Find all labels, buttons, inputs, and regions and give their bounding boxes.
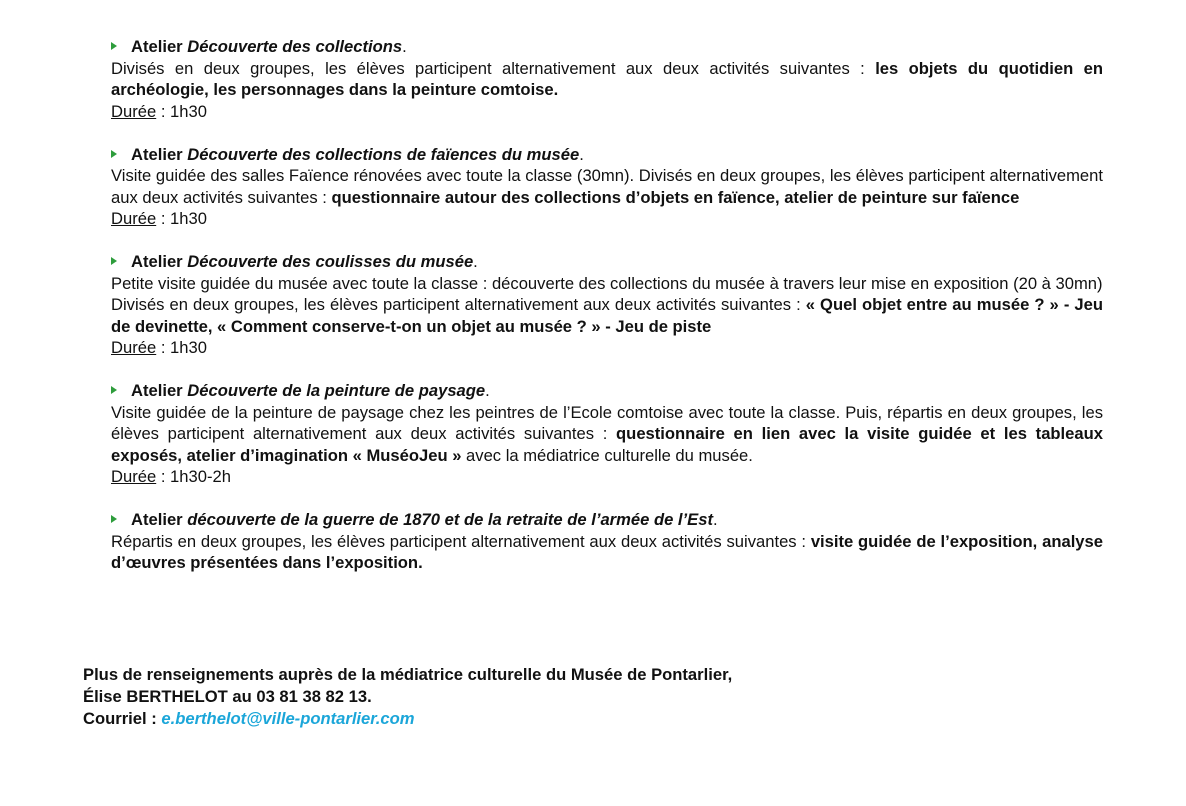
atelier-collections [111,36,1103,122]
desc-after: avec la médiatrice culturelle du musée. [461,445,753,465]
contact-line-2: Élise BERTHELOT au 03 81 38 82 13. [83,687,372,706]
desc-text: Divisés en deux groupes, les élèves participent alternativement aux deux activités suivantes : [111,295,806,314]
title-period: . [485,381,490,400]
atelier-title [111,251,1103,273]
desc-activities: visite guidée de l’exposition, analyse d’œuvres présentées dans l’exposition. [111,531,1103,572]
bullet-arrow-icon [111,150,117,158]
atelier-name: Découverte des coulisses du musée [187,252,474,271]
bullet-arrow-icon [111,257,117,265]
atelier-coulisses [111,251,1103,359]
atelier-prefix: Atelier [131,381,188,400]
title-period: . [579,144,584,164]
desc-activities: questionnaire autour des collections d’objets en faïence, atelier de peinture sur faïence [331,187,1020,207]
contact-line-1: Plus de renseignements auprès de la médiatrice culturelle du Musée de Pontarlier, [83,665,733,684]
atelier-prefix: Atelier [131,510,188,529]
contact-info [83,664,732,730]
courriel-line [83,708,732,730]
desc-activities: questionnaire en lien avec la visite guidée et les tableaux exposés, atelier d’imagination « MuséoJeu » [111,424,1103,465]
desc-text: Visite guidée des salles Faïence rénovées avec toute la classe (30mn). Divisés en deux groupes, les élèves participent alternativement aux deux activités suivantes : [111,166,1103,207]
atelier-title [111,36,1103,58]
atelier-description [111,531,1103,574]
atelier-name: Découverte des collections [187,37,403,56]
desc-text: Visite guidée de la peinture de paysage chez les peintres de l’Ecole comtoise avec toute la classe. Puis, répartis en deux groupes, les élèves participent alternativement aux deux activités suivantes : [111,402,1103,443]
atelier-description [111,402,1103,467]
atelier-paysage [111,380,1103,488]
duree-label: Durée [111,338,157,357]
duree-value: : 1h30 [156,101,207,121]
email-link[interactable]: e.berthelot@ville-pontarlier.com [161,709,415,728]
duree-value: : 1h30 [156,338,207,357]
atelier-guerre-1870 [111,509,1103,574]
atelier-name: Découverte des collections de faïences du musée [187,144,580,164]
atelier-name: Découverte de la peinture de paysage [187,381,486,400]
duree-line [111,466,1103,488]
bullet-arrow-icon [111,42,117,50]
duree-label: Durée [111,101,157,121]
atelier-description [111,58,1103,101]
bullet-arrow-icon [111,515,117,523]
atelier-description [111,294,1103,337]
duree-line [111,337,1103,359]
desc-text: Répartis en deux groupes, les élèves participent alternativement aux deux activités suivantes : [111,531,811,551]
atelier-title [111,509,1103,531]
atelier-prefix: Atelier [131,144,188,164]
duree-line [111,208,1103,230]
atelier-description [111,165,1103,208]
duree-label: Durée [111,209,157,228]
atelier-visit-description: Petite visite guidée du musée avec toute la classe : découverte des collections du musée à travers leur mise en exposition (20 à 30mn) [111,273,1103,293]
title-period: . [473,252,478,271]
courriel-label: Courriel : [83,709,162,728]
duree-value: : 1h30 [156,209,207,228]
atelier-title [111,144,1103,166]
atelier-prefix: Atelier [131,252,188,271]
atelier-name: découverte de la guerre de 1870 et de la retraite de l’armée de l’Est [187,510,713,529]
atelier-faiences [111,144,1103,230]
bullet-arrow-icon [111,386,117,394]
duree-label: Durée [111,467,157,486]
atelier-prefix: Atelier [131,37,188,56]
desc-activities: les objets du quotidien en archéologie, les personnages dans la peinture comtoise. [111,58,1103,99]
atelier-title [111,380,1103,402]
desc-activities: « Quel objet entre au musée ? » - Jeu de devinette, « Comment conserve-t-on un objet au musée ? » - Jeu de piste [111,295,1103,336]
atelier-list [111,36,1103,595]
title-period: . [712,510,718,529]
duree-line [111,101,1103,123]
desc-text: Divisés en deux groupes, les élèves participent alternativement aux deux activités suivantes : [111,58,876,78]
duree-value: : 1h30-2h [156,467,231,486]
title-period: . [402,37,407,56]
